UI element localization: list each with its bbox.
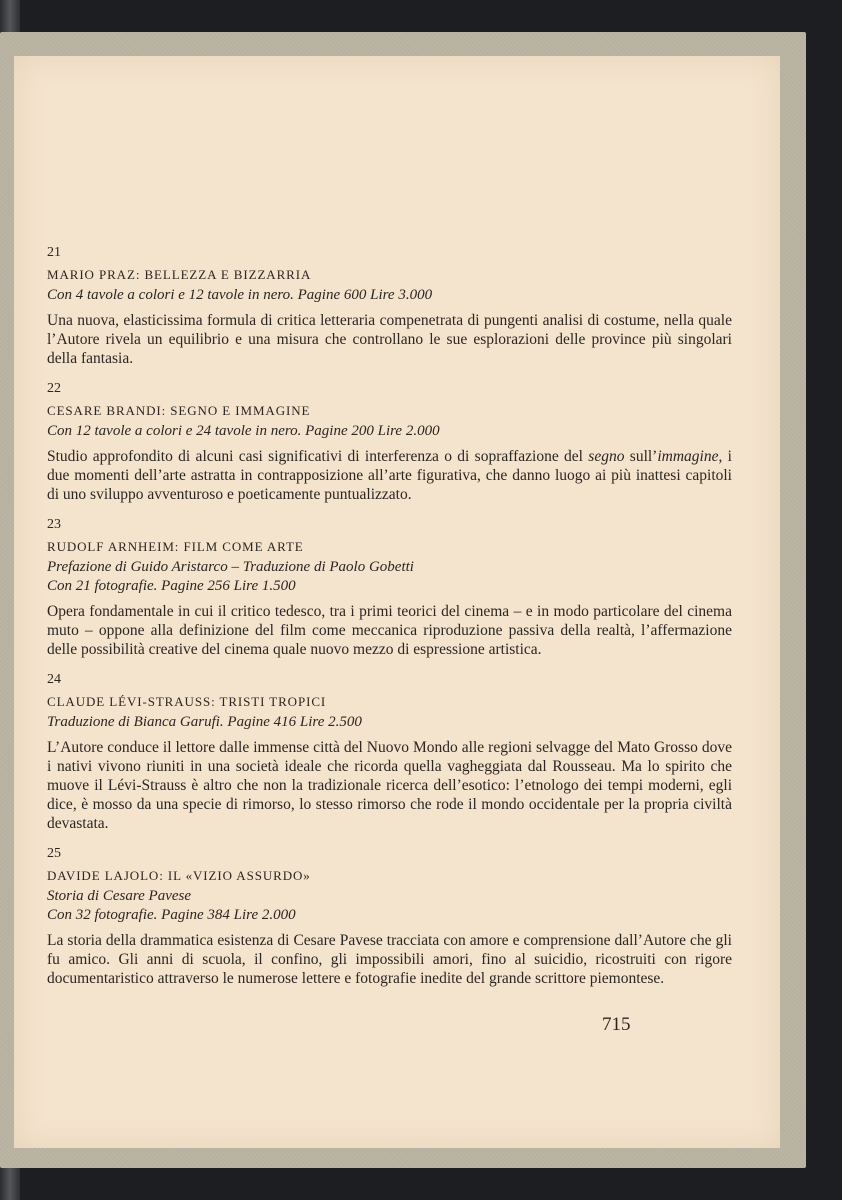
catalog-entry-24	[47, 671, 732, 833]
catalog-entry-25	[47, 845, 732, 988]
entry-number: 21	[47, 245, 61, 260]
entry-description: Una nuova, elasticissima formula di critica letteraria compenetrata di pungenti analisi di costume, nella quale l’Autore rivela un equilibrio e una misura che controllano le sue esplorazioni delle province più singolari della fantasia.	[47, 312, 732, 367]
catalog-entry-22	[47, 380, 732, 504]
entry-number: 24	[47, 672, 61, 687]
entry-heading: CESARE BRANDI: SEGNO E IMMAGINE	[47, 403, 311, 418]
entry-description: Opera fondamentale in cui il critico tedesco, tra i primi teorici del cinema – e in modo particolare del cinema muto – oppone alla definizione del film come meccanica riproduzione passiva della realtà, l’affermazione delle possibilità creative del cinema quale nuovo mezzo di espressione artistica.	[47, 603, 732, 658]
entry-details: Prefazione di Guido Aristarco – Traduzione di Paolo Gobetti	[47, 559, 414, 575]
description-text: Studio approfondito di alcuni casi significativi di interferenza o di sopraffazione del	[47, 448, 589, 465]
entry-details: Con 4 tavole a colori e 12 tavole in nero. Pagine 600 Lire 3.000	[47, 287, 433, 303]
description-text: , i due momenti dell’arte astratta in contrapposizione all’arte figurativa, che danno luogo ai più inattesi capitoli di uno sviluppo avventuroso e poeticamente puntualizzato.	[47, 448, 732, 503]
entry-description: L’Autore conduce il lettore dalle immense città del Nuovo Mondo alle regioni selvagge del Mato Grosso dove i nativi vivono riuniti in una società ideale che ricorda quella vagheggiata dal Rousseau. Ma lo spirito che muove il Lévi-Strauss è altro che non la tradizionale ricerca dell’esotico: l’etnologo dei tempi moderni, egli dice, è mosso da una specie di rimorso, lo stesso rimorso che rode il mondo occidentale per la propria civiltà devastata.	[47, 739, 732, 832]
description-italic-immagine: immagine	[657, 448, 719, 465]
catalog-entry-23	[47, 516, 732, 659]
entry-description: La storia della drammatica esistenza di Cesare Pavese tracciata con amore e comprensione dall’Autore che gli fu amico. Gli anni di scuola, il confino, gli impossibili amori, fino al suicidio, ricostruiti con rigore documentaristico attraverso le numerose lettere e fotografie inedite del grande scrittore piemontese.	[47, 932, 732, 987]
entry-heading: MARIO PRAZ: BELLEZZA E BIZZARRIA	[47, 267, 312, 282]
description-italic-segno: segno	[588, 448, 625, 465]
entry-heading: RUDOLF ARNHEIM: FILM COME ARTE	[47, 539, 304, 554]
entry-number: 23	[47, 517, 61, 532]
book-page	[14, 56, 780, 1148]
page-number: 715	[602, 1014, 631, 1035]
entry-number: 22	[47, 381, 61, 396]
entry-heading: DAVIDE LAJOLO: IL «VIZIO ASSURDO»	[47, 868, 311, 883]
entry-details: Traduzione di Bianca Garufi. Pagine 416 Lire 2.500	[47, 714, 362, 730]
entry-details: Con 32 fotografie. Pagine 384 Lire 2.000	[47, 907, 296, 923]
description-text: sull’	[624, 448, 658, 465]
entry-heading: CLAUDE LÉVI-STRAUSS: TRISTI TROPICI	[47, 694, 327, 709]
entry-number: 25	[47, 846, 61, 861]
catalog-listing	[47, 244, 732, 1000]
catalog-entry-21	[47, 244, 732, 368]
entry-details: Con 21 fotografie. Pagine 256 Lire 1.500	[47, 578, 296, 594]
entry-details: Con 12 tavole a colori e 24 tavole in nero. Pagine 200 Lire 2.000	[47, 423, 440, 439]
entry-description	[47, 447, 732, 504]
entry-details: Storia di Cesare Pavese	[47, 888, 192, 904]
